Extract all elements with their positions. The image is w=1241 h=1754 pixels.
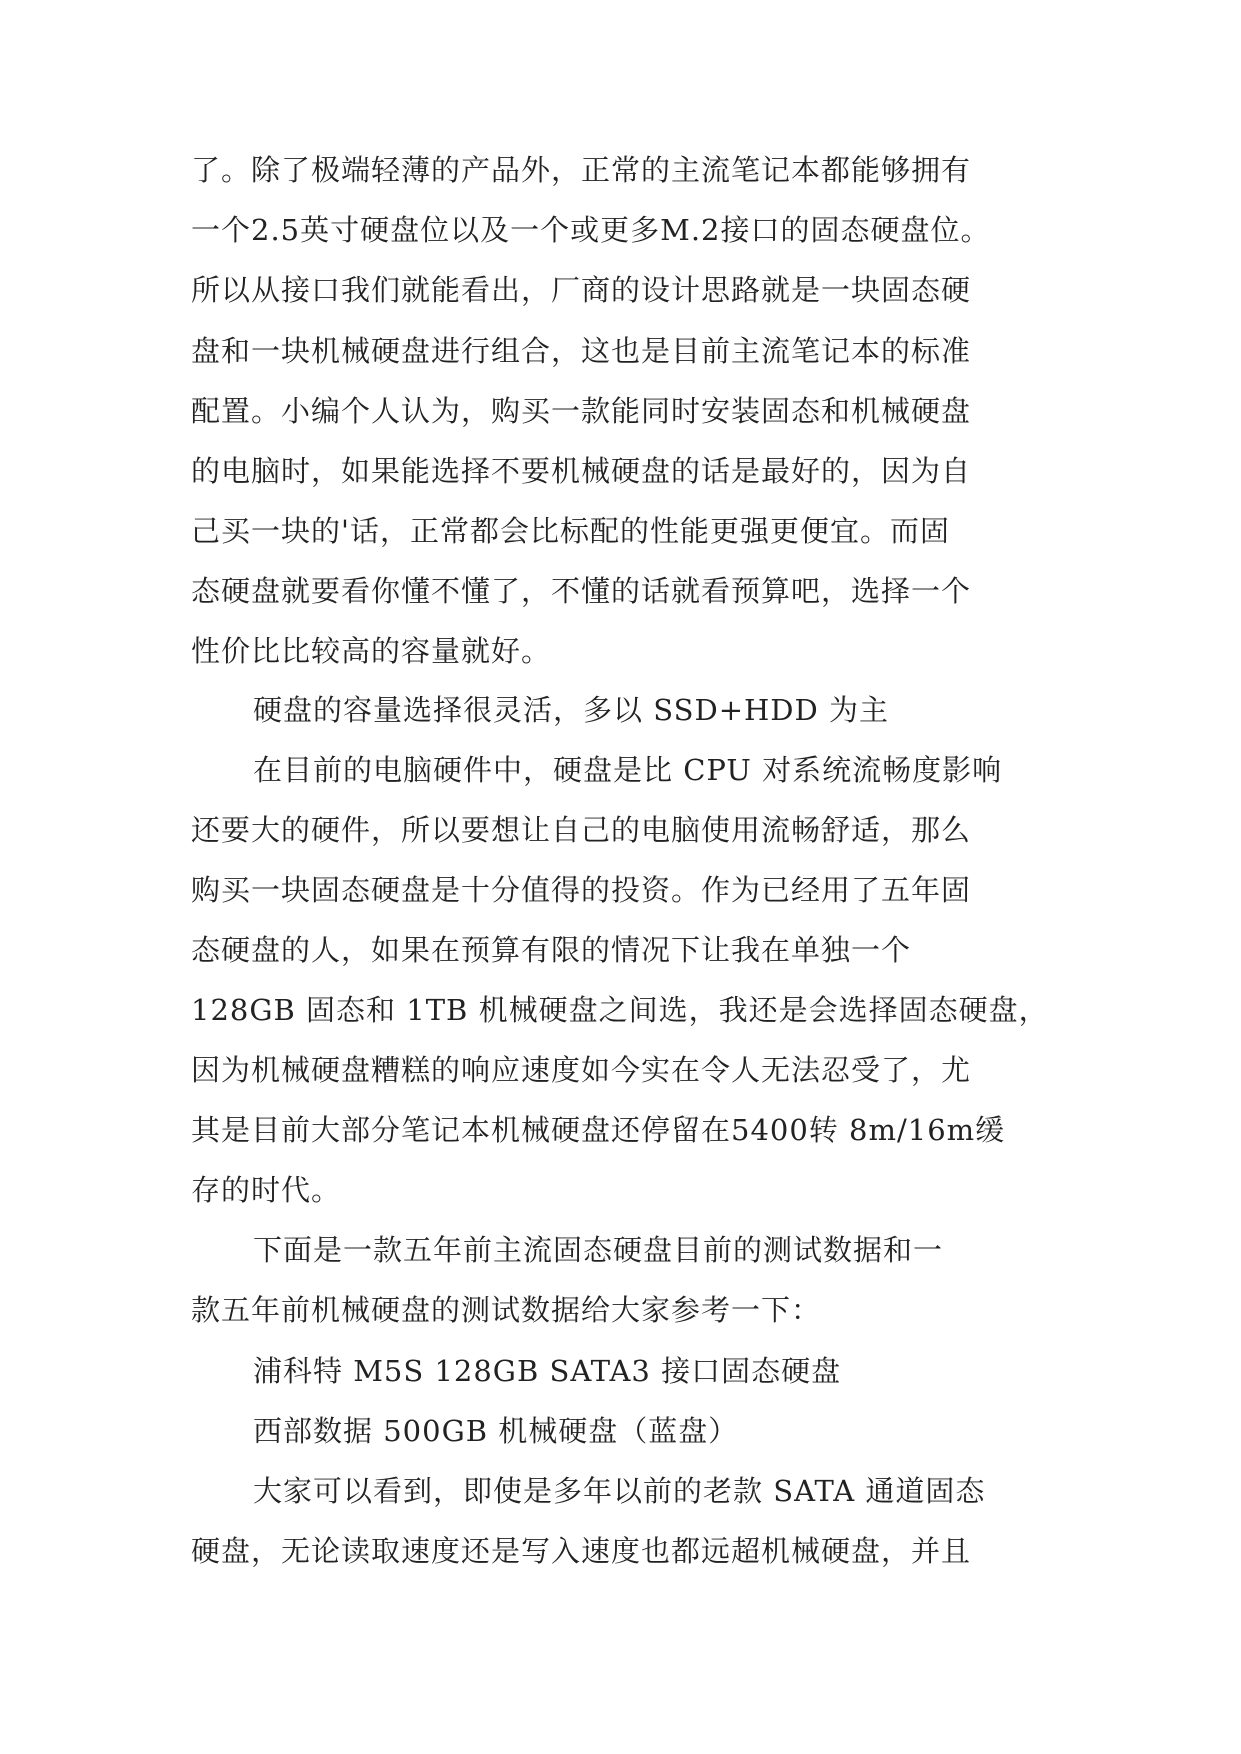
text-line: 己买一块的'话，正常都会比标配的性能更强更便宜。而固 <box>191 514 950 548</box>
text-line: 还要大的硬件，所以要想让自己的电脑使用流畅舒适，那么 <box>191 813 972 847</box>
text-line: 因为机械硬盘糟糕的响应速度如今实在令人无法忍受了，尤 <box>191 1053 972 1087</box>
text-line: 存的时代。 <box>191 1173 342 1207</box>
text-line: 一个2.5英寸硬盘位以及一个或更多M.2接口的固态硬盘位。 <box>191 213 991 247</box>
text-line: 西部数据 500GB 机械硬盘（蓝盘） <box>253 1414 739 1448</box>
text-line: 盘和一块机械硬盘进行组合，这也是目前主流笔记本的标准 <box>191 334 972 368</box>
text-line: 态硬盘的人，如果在预算有限的情况下让我在单独一个 <box>191 933 912 967</box>
text-line: 性价比比较高的容量就好。 <box>191 634 552 668</box>
text-line: 浦科特 M5S 128GB SATA3 接口固态硬盘 <box>253 1354 842 1388</box>
text-line: 128GB 固态和 1TB 机械硬盘之间选，我还是会选择固态硬盘， <box>191 993 1049 1027</box>
text-line: 硬盘，无论读取速度还是写入速度也都远超机械硬盘，并且 <box>191 1534 972 1568</box>
text-line: 所以从接口我们就能看出，厂商的设计思路就是一块固态硬 <box>191 273 972 307</box>
section-heading: 硬盘的容量选择很灵活，多以 SSD+HDD 为主 <box>253 693 890 727</box>
text-line: 在目前的电脑硬件中，硬盘是比 CPU 对系统流畅度影响 <box>253 753 1003 787</box>
text-line: 态硬盘就要看你懂不懂了，不懂的话就看预算吧，选择一个 <box>191 574 972 608</box>
text-line: 大家可以看到，即使是多年以前的老款 SATA 通道固态 <box>253 1474 986 1508</box>
text-line: 了。除了极端轻薄的产品外，正常的主流笔记本都能够拥有 <box>191 153 972 187</box>
text-line: 的电脑时，如果能选择不要机械硬盘的话是最好的，因为自 <box>191 454 972 488</box>
text-line: 购买一块固态硬盘是十分值得的投资。作为已经用了五年固 <box>191 873 972 907</box>
text-line: 款五年前机械硬盘的测试数据给大家参考一下： <box>191 1293 822 1327</box>
text-line: 其是目前大部分笔记本机械硬盘还停留在5400转 8m/16m缓 <box>191 1113 1006 1147</box>
text-line: 配置。小编个人认为，购买一款能同时安装固态和机械硬盘 <box>191 394 972 428</box>
text-line: 下面是一款五年前主流固态硬盘目前的测试数据和一 <box>253 1233 944 1267</box>
